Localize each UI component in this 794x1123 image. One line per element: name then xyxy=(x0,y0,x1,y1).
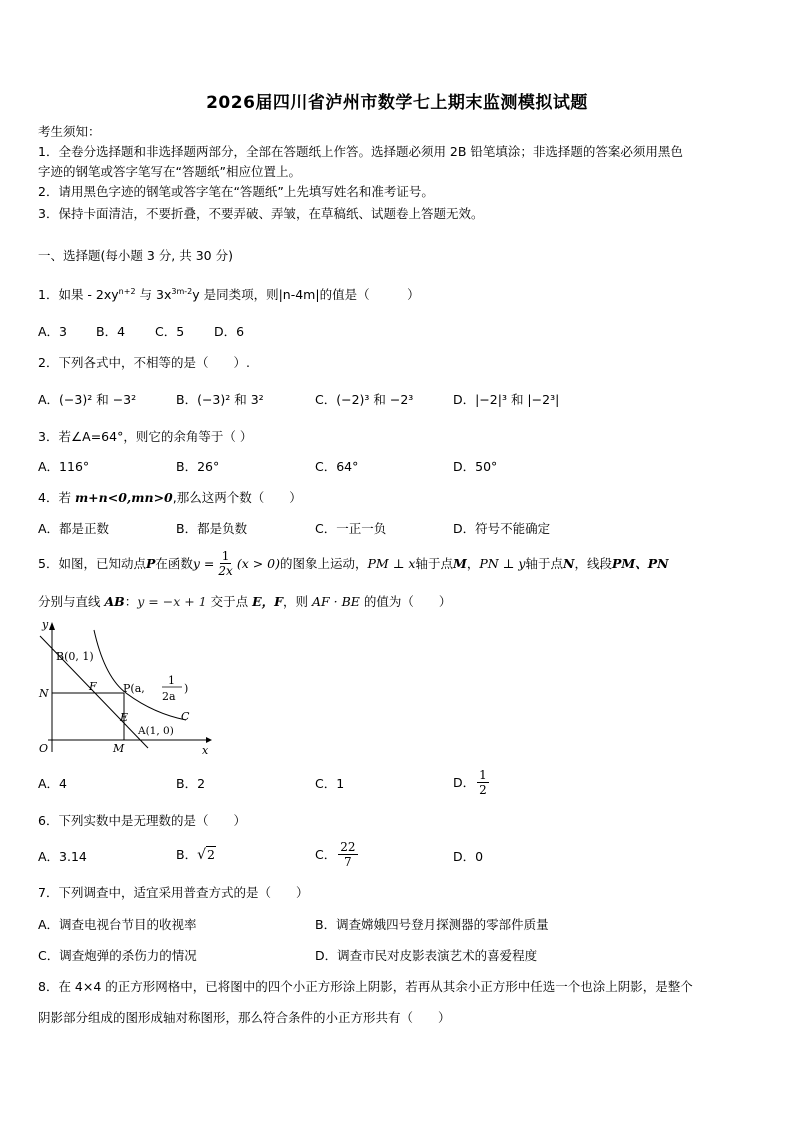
question-2-stem: 2．下列各式中，不相等的是（ ）. xyxy=(38,355,250,370)
question-6-stem: 6．下列实数中是无理数的是（ ） xyxy=(38,813,246,828)
question-7-option-a: A．调查电视台节目的收视率 xyxy=(38,917,197,932)
question-5-stem-line-1: 5．如图，已知动点 P 在函数 y = $\frac{1}{2x}$ (x > 0) 的图象上运动， PM ⊥ x 轴于点 M ， PN ⊥ y 轴于点 N ，线段 PM、PN xyxy=(38,548,669,578)
question-2-option-b: B．(−3)² 和 3² xyxy=(176,392,264,407)
section-heading: 一、选择题(每小题 3 分, 共 30 分) xyxy=(38,248,233,263)
question-7-option-d: D．调查市民对皮影表演艺术的喜爱程度 xyxy=(315,948,538,963)
question-4-stem: 4．若 m+n<0,mn>0,那么这两个数（ ） xyxy=(38,490,302,505)
label-p-den: 2a xyxy=(162,690,176,703)
question-2-option-d: D．|−2|³ 和 |−2³| xyxy=(453,392,560,407)
question-1-stem: 1．如果 - $2xy^{n+2}$ 与 $3x^{3m-2}y$ 是同类项，则|n-4m|的值是（ ） xyxy=(38,286,420,302)
label-e: E xyxy=(120,711,129,724)
question-6-option-b: B．√2 xyxy=(176,847,215,863)
label-p: P(a, xyxy=(123,682,145,695)
question-5-option-b: B．2 xyxy=(176,776,206,791)
question-7-option-c: C．调查炮弹的杀伤力的情况 xyxy=(38,948,197,963)
label-p-num: 1 xyxy=(168,674,175,687)
notice-item-3: 3．保持卡面清洁，不要折叠，不要弄破、弄皱，在草稿纸、试题卷上答题无效。 xyxy=(38,206,484,221)
question-6-option-c: C． $\frac{22}{7}$ xyxy=(315,839,356,869)
question-3-option-c: C．64° xyxy=(315,459,359,474)
question-3-option-b: B．26° xyxy=(176,459,220,474)
label-a: A(1, 0) xyxy=(138,725,174,737)
label-f: F xyxy=(89,680,97,693)
question-2-option-c: C．(−2)³ 和 −2³ xyxy=(315,392,414,407)
label-o: O xyxy=(39,742,49,755)
y-axis-arrow-icon xyxy=(49,622,55,630)
question-5-option-d: D． $\frac{1}{2}$ xyxy=(453,767,487,797)
question-1-option-d: D．6 xyxy=(214,324,245,339)
label-y: y xyxy=(42,618,49,631)
question-5-option-a: A．4 xyxy=(38,776,68,791)
question-4-option-b: B．都是负数 xyxy=(176,521,248,536)
question-5-option-c: C．1 xyxy=(315,776,345,791)
question-5-stem-line-2: 分别与直线 AB：y = −x + 1 交于点 E，F，则 AF · BE 的值为（ ） xyxy=(38,594,452,609)
page-title: 2026届四川省泸州市数学七上期末监测模拟试题 xyxy=(206,93,588,113)
question-1-option-b: B．4 xyxy=(96,324,126,339)
label-n: N xyxy=(39,687,49,700)
question-6-option-d: D．0 xyxy=(453,849,484,864)
question-3-stem: 3．若∠A=64°，则它的余角等于（ ） xyxy=(38,429,253,444)
question-3-option-d: D．50° xyxy=(453,459,498,474)
label-x: x xyxy=(202,744,209,757)
function-fraction: $\frac{1}{2x}$ xyxy=(218,548,233,578)
question-7-stem: 7．下列调查中，适宜采用普查方式的是（ ） xyxy=(38,885,309,900)
question-4-option-d: D．符号不能确定 xyxy=(453,521,551,536)
label-c: C xyxy=(181,710,190,723)
question-2-option-a: A．(−3)² 和 −3² xyxy=(38,392,137,407)
label-m: M xyxy=(113,742,125,755)
question-6-option-a: A．3.14 xyxy=(38,849,87,864)
question-1-option-c: C．5 xyxy=(155,324,185,339)
question-4-option-a: A．都是正数 xyxy=(38,521,110,536)
notice-item-1-line-2: 字迹的钢笔或答字笔写在“答题纸”相应位置上。 xyxy=(38,164,301,179)
label-b: B(0, 1) xyxy=(56,650,94,663)
notice-item-1-line-1: 1．全卷分选择题和非选择题两部分，全部在答题纸上作答。选择题必须用 2B 铅笔填涂；非选择题的答案必须用黑色 xyxy=(38,144,683,159)
x-axis-arrow-icon xyxy=(206,737,212,743)
question-3-option-a: A．116° xyxy=(38,459,90,474)
question-8-stem-line-2: 阴影部分组成的图形成轴对称图形，那么符合条件的小正方形共有（ ） xyxy=(38,1010,451,1025)
question-5-figure xyxy=(34,616,214,758)
notice-item-2: 2．请用黑色字迹的钢笔或答字笔在“答题纸”上先填写姓名和准考证号。 xyxy=(38,184,434,199)
notice-heading: 考生须知： xyxy=(38,124,101,139)
label-p-close: ) xyxy=(184,682,189,695)
question-1-option-a: A．3 xyxy=(38,324,68,339)
question-7-option-b: B．调查嫦娥四号登月探测器的零部件质量 xyxy=(315,917,549,932)
question-4-option-c: C．一正一负 xyxy=(315,521,387,536)
question-8-stem-line-1: 8．在 4×4 的正方形网格中，已将图中的四个小正方形涂上阴影，若再从其余小正方形中任选一个也涂上阴影，是整个 xyxy=(38,979,693,994)
